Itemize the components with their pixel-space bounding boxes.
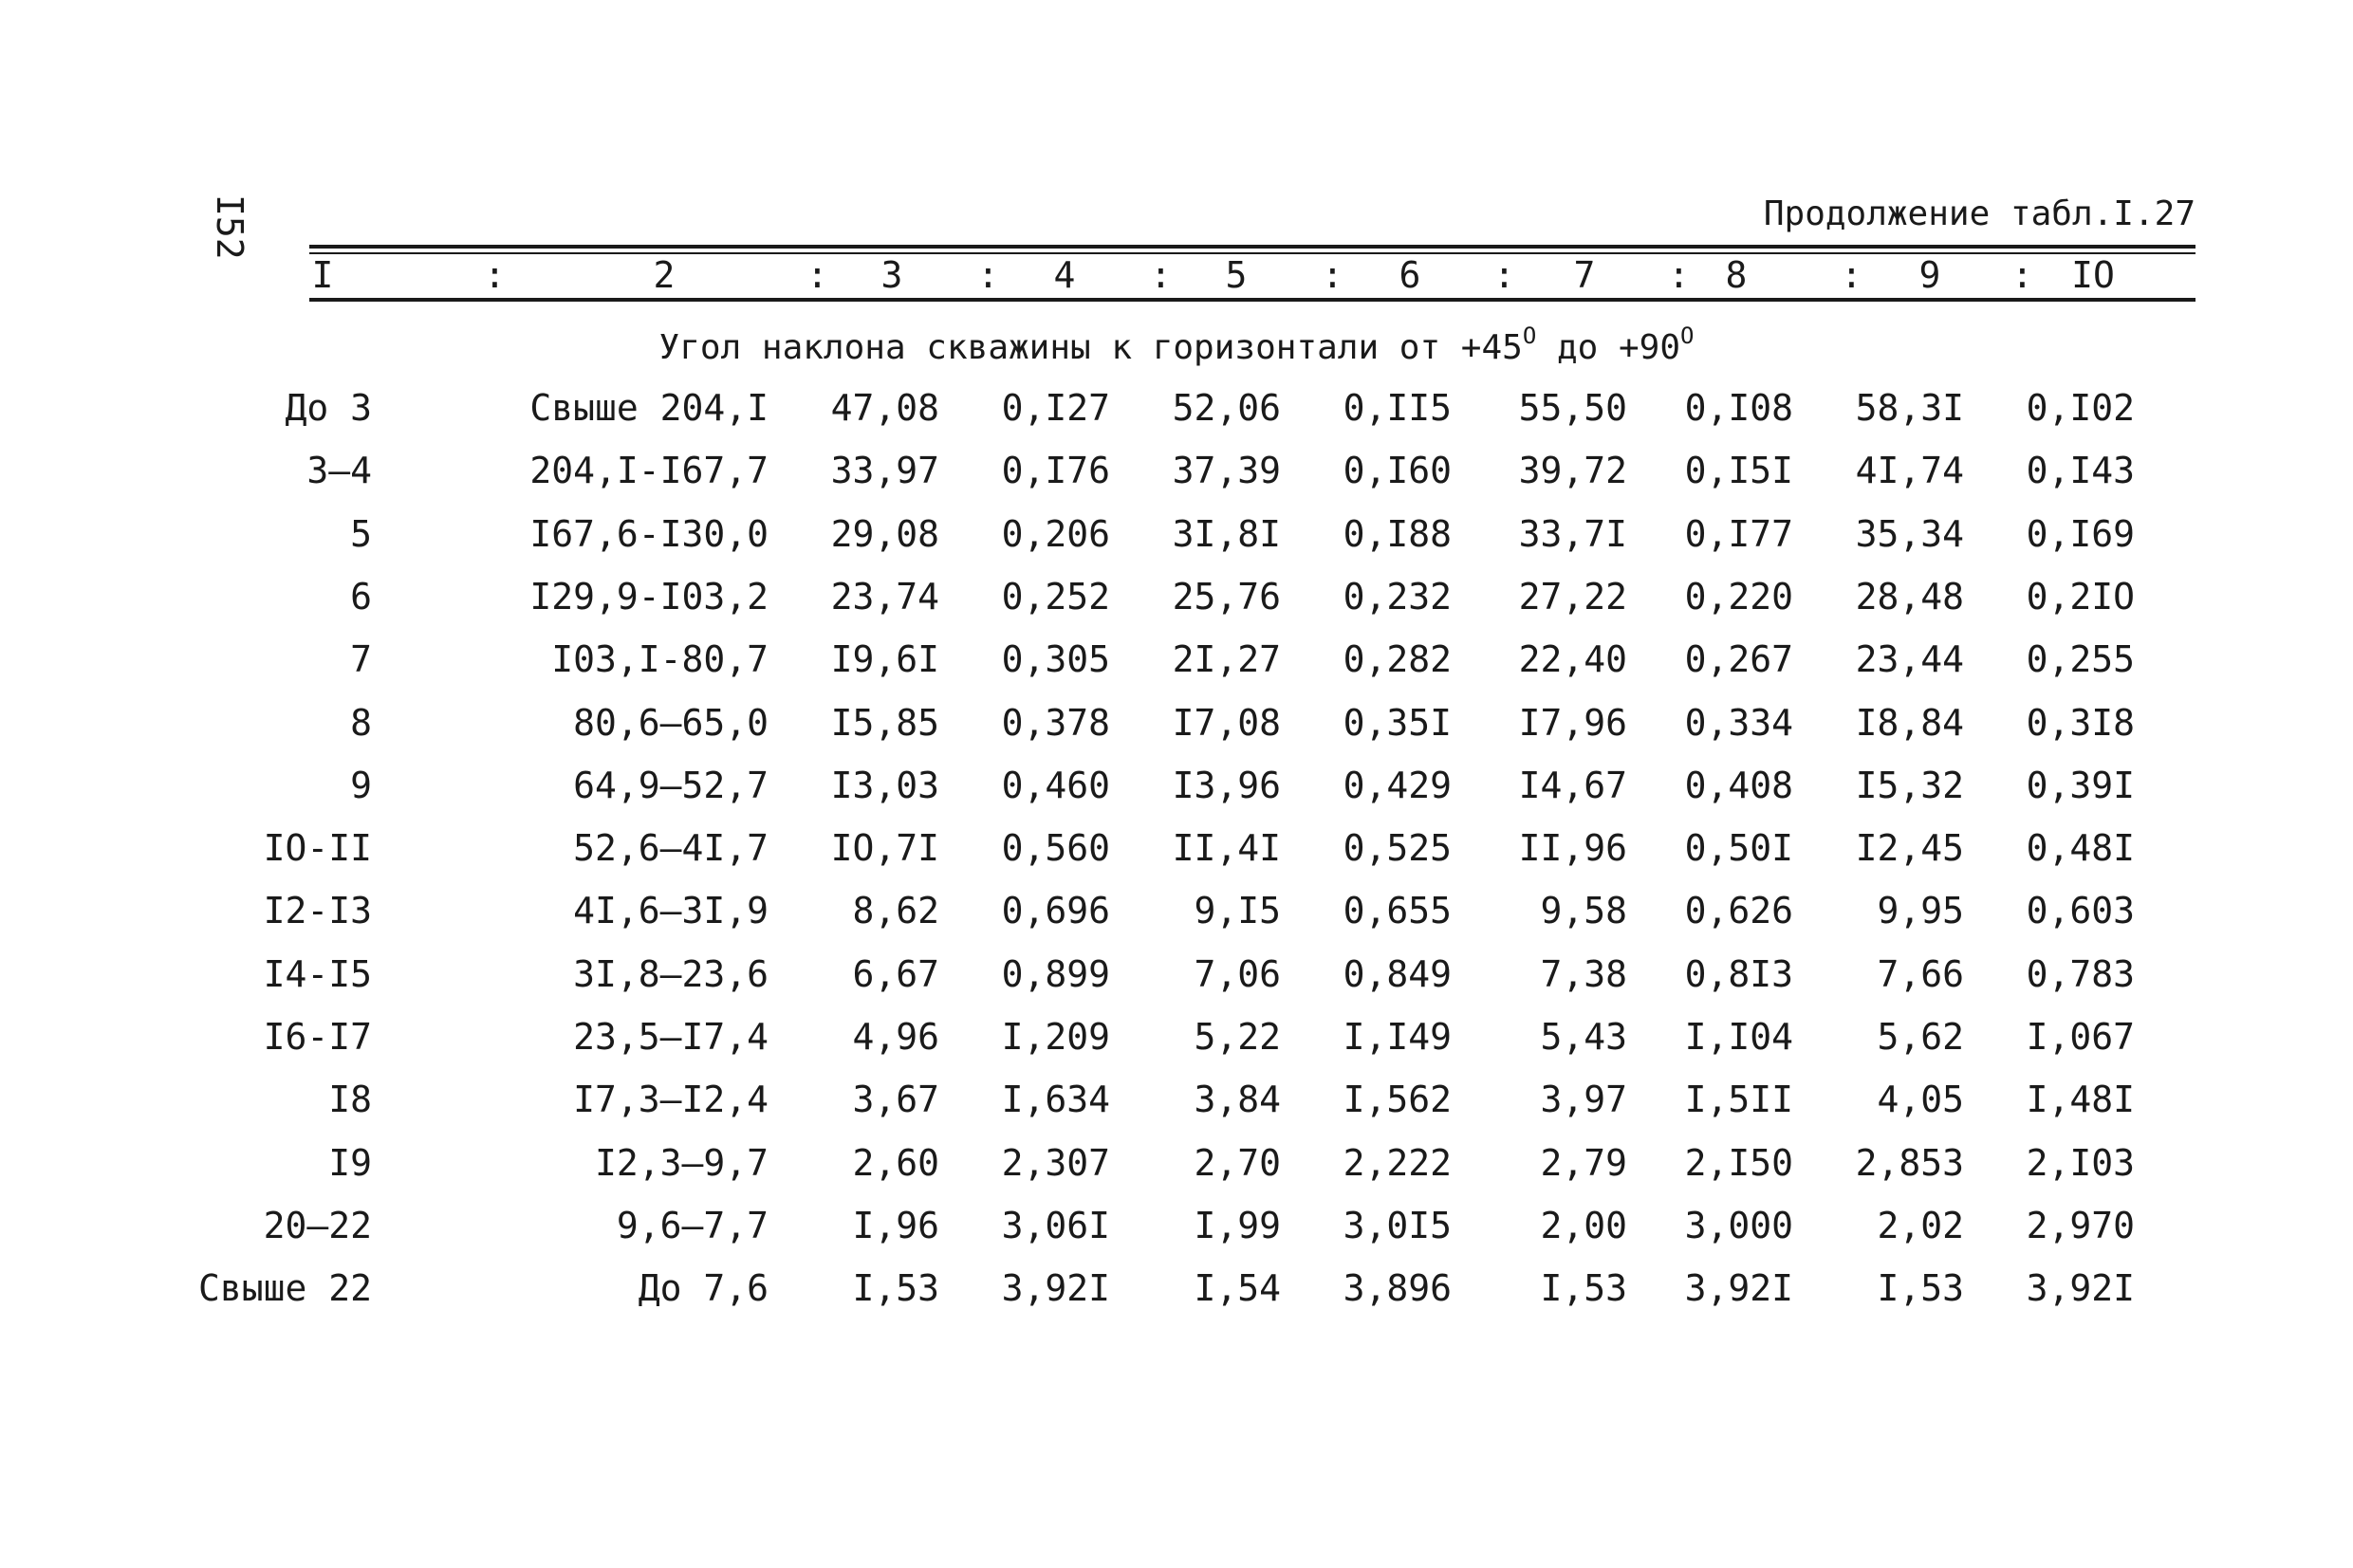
column-separator: : — [1668, 254, 1690, 296]
table-cell: 0,I5I — [1684, 450, 1793, 491]
table-cell: I,54 — [1194, 1267, 1281, 1309]
row-label: IO-II — [263, 827, 372, 869]
table-cell: 2I,27 — [1172, 638, 1281, 680]
column-header-3: 3 — [880, 254, 903, 296]
row-range: До 7,6 — [638, 1267, 769, 1309]
table-cell: I,48I — [2026, 1079, 2135, 1120]
row-label: 7 — [350, 638, 372, 680]
table-cell: 52,06 — [1172, 387, 1281, 429]
column-header-9: 9 — [1918, 254, 1941, 296]
table-cell: 0,50I — [1684, 827, 1793, 869]
section-title-text: Угол наклона скважины к горизонтали от +45 — [658, 328, 1523, 367]
table-cell: 0,I27 — [1001, 387, 1110, 429]
row-label: I9 — [328, 1142, 372, 1184]
table-cell: 2,60 — [852, 1142, 939, 1184]
row-label: 5 — [350, 513, 372, 555]
table-cell: 0,I02 — [2026, 387, 2135, 429]
table-cell: 0,603 — [2026, 890, 2135, 932]
column-header-1: I — [311, 254, 334, 296]
table-cell: I,99 — [1194, 1205, 1281, 1246]
table-cell: 55,50 — [1518, 387, 1627, 429]
table-cell: 3,84 — [1194, 1079, 1281, 1120]
row-label: 20–22 — [263, 1205, 372, 1246]
row-range: I03,I-80,7 — [551, 638, 769, 680]
table-cell: 0,252 — [1001, 576, 1110, 618]
table-cell: 28,48 — [1855, 576, 1964, 618]
row-range: I67,6-I30,0 — [529, 513, 769, 555]
table-cell: 0,232 — [1343, 576, 1452, 618]
table-cell: 3,67 — [852, 1079, 939, 1120]
table-cell: IO,7I — [830, 827, 939, 869]
table-cell: 4I,74 — [1855, 450, 1964, 491]
table-cell: 9,95 — [1877, 890, 1964, 932]
row-range: 3I,8–23,6 — [573, 953, 769, 995]
row-range: 204,I-I67,7 — [529, 450, 769, 491]
table-cell: I,53 — [1877, 1267, 1964, 1309]
table-cell: 3,06I — [1001, 1205, 1110, 1246]
table-cell: 0,48I — [2026, 827, 2135, 869]
table-cell: 0,334 — [1684, 702, 1793, 744]
table-cell: I,5II — [1684, 1079, 1793, 1120]
table-cell: 0,I60 — [1343, 450, 1452, 491]
table-cell: I7,08 — [1172, 702, 1281, 744]
table-cell: 7,66 — [1877, 953, 1964, 995]
column-separator: : — [977, 254, 999, 296]
table-cell: I8,84 — [1855, 702, 1964, 744]
table-cell: 33,97 — [830, 450, 939, 491]
row-range: 64,9–52,7 — [573, 765, 769, 806]
table-cell: 5,43 — [1540, 1016, 1627, 1058]
row-range: I2,3–9,7 — [594, 1142, 769, 1184]
table-cell: I,53 — [852, 1267, 939, 1309]
table-cell: 0,460 — [1001, 765, 1110, 806]
column-header-7: 7 — [1573, 254, 1596, 296]
table-cell: 0,3I8 — [2026, 702, 2135, 744]
table-cell: 2,853 — [1855, 1142, 1964, 1184]
table-cell: 2,222 — [1343, 1142, 1452, 1184]
row-label: 9 — [350, 765, 372, 806]
table-cell: 0,206 — [1001, 513, 1110, 555]
table-cell: 0,255 — [2026, 638, 2135, 680]
table-cell: 25,76 — [1172, 576, 1281, 618]
table-cell: 7,06 — [1194, 953, 1281, 995]
table-cell: 2,I03 — [2026, 1142, 2135, 1184]
table-cell: 3,0I5 — [1343, 1205, 1452, 1246]
table-cell: I,53 — [1540, 1267, 1627, 1309]
table-cell: I7,96 — [1518, 702, 1627, 744]
table-cell: 0,282 — [1343, 638, 1452, 680]
row-label: 6 — [350, 576, 372, 618]
table-cell: 58,3I — [1855, 387, 1964, 429]
table-cell: II,96 — [1518, 827, 1627, 869]
table-cell: 3,92I — [1001, 1267, 1110, 1309]
table-cell: 0,I88 — [1343, 513, 1452, 555]
table-cell: I3,03 — [830, 765, 939, 806]
table-cell: 0,I76 — [1001, 450, 1110, 491]
row-label: 3–4 — [306, 450, 372, 491]
table-cell: 3,896 — [1343, 1267, 1452, 1309]
column-separator: : — [1322, 254, 1343, 296]
table-cell: 0,267 — [1684, 638, 1793, 680]
section-title-mid: до +90 — [1536, 328, 1681, 367]
table-cell: 0,408 — [1684, 765, 1793, 806]
column-header-5: 5 — [1225, 254, 1248, 296]
table-cell: 0,696 — [1001, 890, 1110, 932]
page-number: I52 — [209, 194, 250, 260]
table-cell: 3,97 — [1540, 1079, 1627, 1120]
table-cell: 3,000 — [1684, 1205, 1793, 1246]
row-range: 4I,6–3I,9 — [573, 890, 769, 932]
table-cell: 2,I50 — [1684, 1142, 1793, 1184]
table-cell: 0,220 — [1684, 576, 1793, 618]
degree-superscript-2: О — [1680, 323, 1695, 349]
table-cell: 0,I08 — [1684, 387, 1793, 429]
table-cell: 2,307 — [1001, 1142, 1110, 1184]
table-cell: 29,08 — [830, 513, 939, 555]
table-cell: 4,05 — [1877, 1079, 1964, 1120]
row-range: 52,6–4I,7 — [573, 827, 769, 869]
table-cell: 8,62 — [852, 890, 939, 932]
table-cell: 2,02 — [1877, 1205, 1964, 1246]
table-cell: 0,I69 — [2026, 513, 2135, 555]
table-rule-bottom — [309, 298, 2196, 302]
table-cell: 23,44 — [1855, 638, 1964, 680]
column-header-6: 6 — [1399, 254, 1421, 296]
row-range: I7,3–I2,4 — [573, 1079, 769, 1120]
table-cell: 0,I77 — [1684, 513, 1793, 555]
column-separator: : — [1493, 254, 1515, 296]
table-cell: 2,970 — [2026, 1205, 2135, 1246]
table-cell: I,562 — [1343, 1079, 1452, 1120]
row-label: До 3 — [285, 387, 372, 429]
table-cell: I,634 — [1001, 1079, 1110, 1120]
table-cell: 5,22 — [1194, 1016, 1281, 1058]
table-cell: 0,525 — [1343, 827, 1452, 869]
table-cell: 4,96 — [852, 1016, 939, 1058]
table-cell: 7,38 — [1540, 953, 1627, 995]
row-range: 9,6–7,7 — [616, 1205, 769, 1246]
column-header-4: 4 — [1053, 254, 1076, 296]
column-separator: : — [484, 254, 506, 296]
table-cell: I,209 — [1001, 1016, 1110, 1058]
table-cell: 0,2IO — [2026, 576, 2135, 618]
row-label: I4-I5 — [263, 953, 372, 995]
table-cell: 2,79 — [1540, 1142, 1627, 1184]
table-rule-top — [309, 245, 2196, 249]
table-cell: I,I49 — [1343, 1016, 1452, 1058]
table-cell: I4,67 — [1518, 765, 1627, 806]
table-cell: 0,849 — [1343, 953, 1452, 995]
table-cell: I5,32 — [1855, 765, 1964, 806]
table-cell: 0,I43 — [2026, 450, 2135, 491]
table-cell: 0,35I — [1343, 702, 1452, 744]
table-cell: 22,40 — [1518, 638, 1627, 680]
table-cell: 0,378 — [1001, 702, 1110, 744]
row-range: 80,6–65,0 — [573, 702, 769, 744]
table-cell: I,067 — [2026, 1016, 2135, 1058]
column-separator: : — [1841, 254, 1862, 296]
table-cell: 0,626 — [1684, 890, 1793, 932]
table-cell: I3,96 — [1172, 765, 1281, 806]
table-cell: 0,783 — [2026, 953, 2135, 995]
column-header-10: IO — [2071, 254, 2115, 296]
row-label: I6-I7 — [263, 1016, 372, 1058]
column-separator: : — [806, 254, 828, 296]
table-cell: II,4I — [1172, 827, 1281, 869]
table-cell: 0,560 — [1001, 827, 1110, 869]
table-cell: 35,34 — [1855, 513, 1964, 555]
table-cell: 9,58 — [1540, 890, 1627, 932]
table-cell: I2,45 — [1855, 827, 1964, 869]
row-label: I8 — [328, 1079, 372, 1120]
table-cell: 0,429 — [1343, 765, 1452, 806]
table-cell: I9,6I — [830, 638, 939, 680]
row-range: Свыше 204,I — [529, 387, 769, 429]
table-cell: 0,II5 — [1343, 387, 1452, 429]
table-cell: 47,08 — [830, 387, 939, 429]
continuation-caption: Продолжение табл.I.27 — [1763, 194, 2196, 233]
table-cell: 0,305 — [1001, 638, 1110, 680]
column-header-2: 2 — [653, 254, 676, 296]
column-separator: : — [1150, 254, 1172, 296]
row-label: Свыше 22 — [197, 1267, 372, 1309]
table-cell: 37,39 — [1172, 450, 1281, 491]
table-cell: 0,655 — [1343, 890, 1452, 932]
table-cell: 2,00 — [1540, 1205, 1627, 1246]
table-cell: 39,72 — [1518, 450, 1627, 491]
table-cell: 23,74 — [830, 576, 939, 618]
degree-superscript-1: О — [1522, 323, 1537, 349]
table-cell: 0,39I — [2026, 765, 2135, 806]
table-cell: 3I,8I — [1172, 513, 1281, 555]
table-cell: I,96 — [852, 1205, 939, 1246]
column-separator: : — [2011, 254, 2033, 296]
row-label: 8 — [350, 702, 372, 744]
table-cell: 6,67 — [852, 953, 939, 995]
table-cell: 2,70 — [1194, 1142, 1281, 1184]
table-cell: 0,899 — [1001, 953, 1110, 995]
table-cell: 27,22 — [1518, 576, 1627, 618]
table-cell: 5,62 — [1877, 1016, 1964, 1058]
table-cell: 3,92I — [2026, 1267, 2135, 1309]
row-label: I2-I3 — [263, 890, 372, 932]
table-cell: I5,85 — [830, 702, 939, 744]
table-cell: 33,7I — [1518, 513, 1627, 555]
column-header-8: 8 — [1725, 254, 1748, 296]
table-cell: 9,I5 — [1194, 890, 1281, 932]
table-cell: 3,92I — [1684, 1267, 1793, 1309]
section-title — [0, 323, 2353, 367]
table-cell: 0,8I3 — [1684, 953, 1793, 995]
row-range: 23,5–I7,4 — [573, 1016, 769, 1058]
row-range: I29,9-I03,2 — [529, 576, 769, 618]
table-cell: I,I04 — [1684, 1016, 1793, 1058]
